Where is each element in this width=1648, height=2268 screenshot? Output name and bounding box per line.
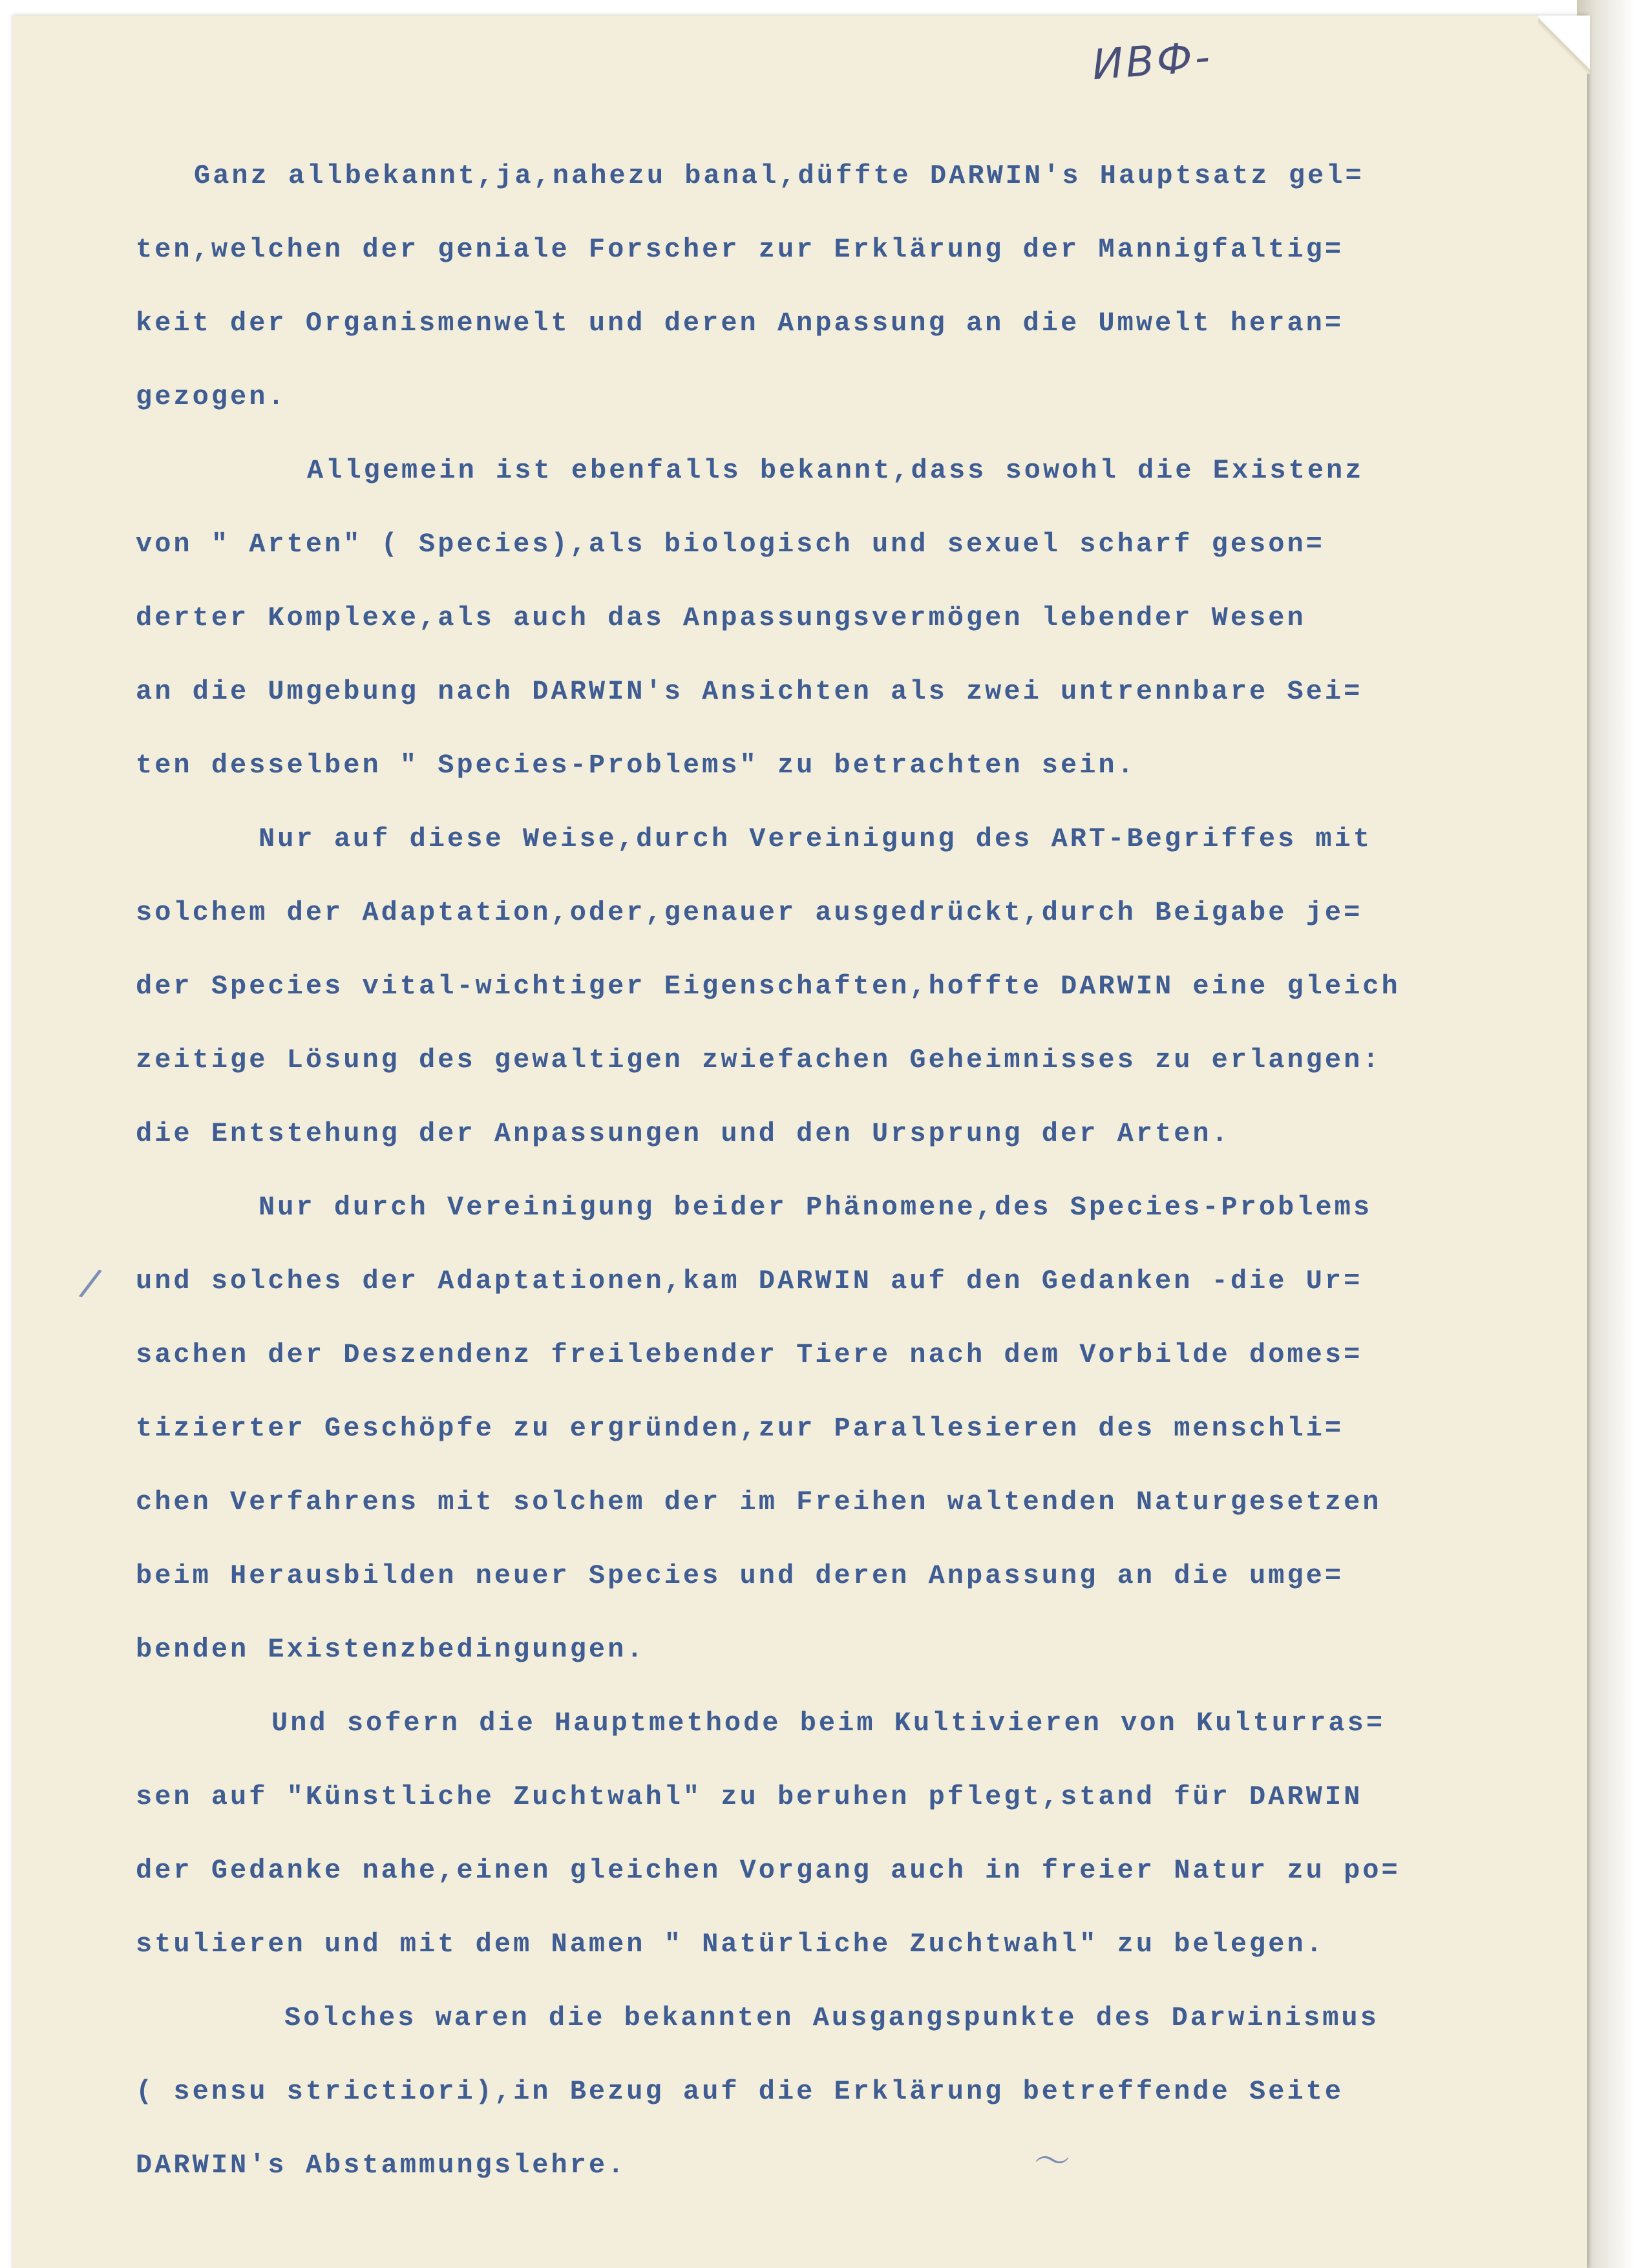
text-line: die Entstehung der Anpassungen und den Ursprung der Arten. xyxy=(136,1118,1231,1149)
text-line: Solches waren die bekannten Ausgangspunkte des Darwinismus xyxy=(284,2002,1379,2033)
ink-tick-mark: / xyxy=(76,1259,105,1307)
text-line: Nur auf diese Weise,durch Vereinigung des ART-Begriffes mit xyxy=(259,823,1373,854)
text-line: keit der Organismenwelt und deren Anpassung an die Umwelt heran= xyxy=(136,308,1344,339)
folded-corner xyxy=(1538,16,1590,74)
text-line: solchem der Adaptation,oder,genauer ausgedrückt,durch Beigabe je= xyxy=(136,897,1363,928)
text-line: beim Herausbilden neuer Species und deren Anpassung an die umge= xyxy=(136,1560,1344,1591)
text-line: von " Arten" ( Species),als biologisch und sexuel scharf geson= xyxy=(136,529,1325,560)
typewritten-text xyxy=(136,139,1590,2202)
text-line: sen auf "Künstliche Zuchtwahl" zu beruhen pflegt,stand für DARWIN xyxy=(136,1781,1363,1812)
text-line: gezogen. xyxy=(136,381,287,412)
text-line: an die Umgebung nach DARWIN's Ansichten als zwei untrennbare Sei= xyxy=(136,676,1363,707)
ink-squiggle-mark: 〜 xyxy=(1034,2141,1070,2183)
text-line: DARWIN's Abstammungslehre. xyxy=(136,2150,627,2181)
text-line: und solches der Adaptationen,kam DARWIN auf den Gedanken -die Ur= xyxy=(136,1266,1363,1297)
text-line: ten desselben " Species-Problems" zu betrachten sein. xyxy=(136,750,1136,781)
text-line: der Gedanke nahe,einen gleichen Vorgang auch in freier Natur zu po= xyxy=(136,1855,1400,1886)
text-line: Ganz allbekannt,ja,nahezu banal,düffte DARWIN's Hauptsatz gel= xyxy=(194,160,1364,191)
text-line: benden Existenzbedingungen. xyxy=(136,1634,646,1665)
text-line: chen Verfahrens mit solchem der im Freihen waltenden Naturgesetzen xyxy=(136,1487,1382,1518)
text-line: Und sofern die Hauptmethode beim Kultivieren von Kulturras= xyxy=(271,1708,1386,1739)
text-line: stulieren und mit dem Namen " Natürliche Zuchtwahl" zu belegen. xyxy=(136,1929,1325,1960)
text-line: tizierter Geschöpfe zu ergründen,zur Parallesieren des menschli= xyxy=(136,1413,1344,1444)
text-line: ( sensu strictiori),in Bezug auf die Erklärung betreffende Seite xyxy=(136,2076,1344,2107)
text-line: ten,welchen der geniale Forscher zur Erklärung der Mannigfaltig= xyxy=(136,234,1344,265)
text-line: Allgemein ist ebenfalls bekannt,dass sowohl die Existenz xyxy=(307,455,1364,486)
text-line: der Species vital-wichtiger Eigenschaften,hoffte DARWIN eine gleich xyxy=(136,971,1400,1002)
text-line: zeitige Lösung des gewaltigen zwiefachen Geheimnisses zu erlangen: xyxy=(136,1044,1382,1076)
text-line: derter Komplexe,als auch das Anpassungsvermögen lebender Wesen xyxy=(136,602,1306,633)
text-line: Nur durch Vereinigung beider Phänomene,des Species-Problems xyxy=(259,1192,1373,1223)
text-line: sachen der Deszendenz freilebender Tiere nach dem Vorbilde domes= xyxy=(136,1339,1363,1370)
handwritten-note: ИВФ- xyxy=(1090,33,1214,90)
